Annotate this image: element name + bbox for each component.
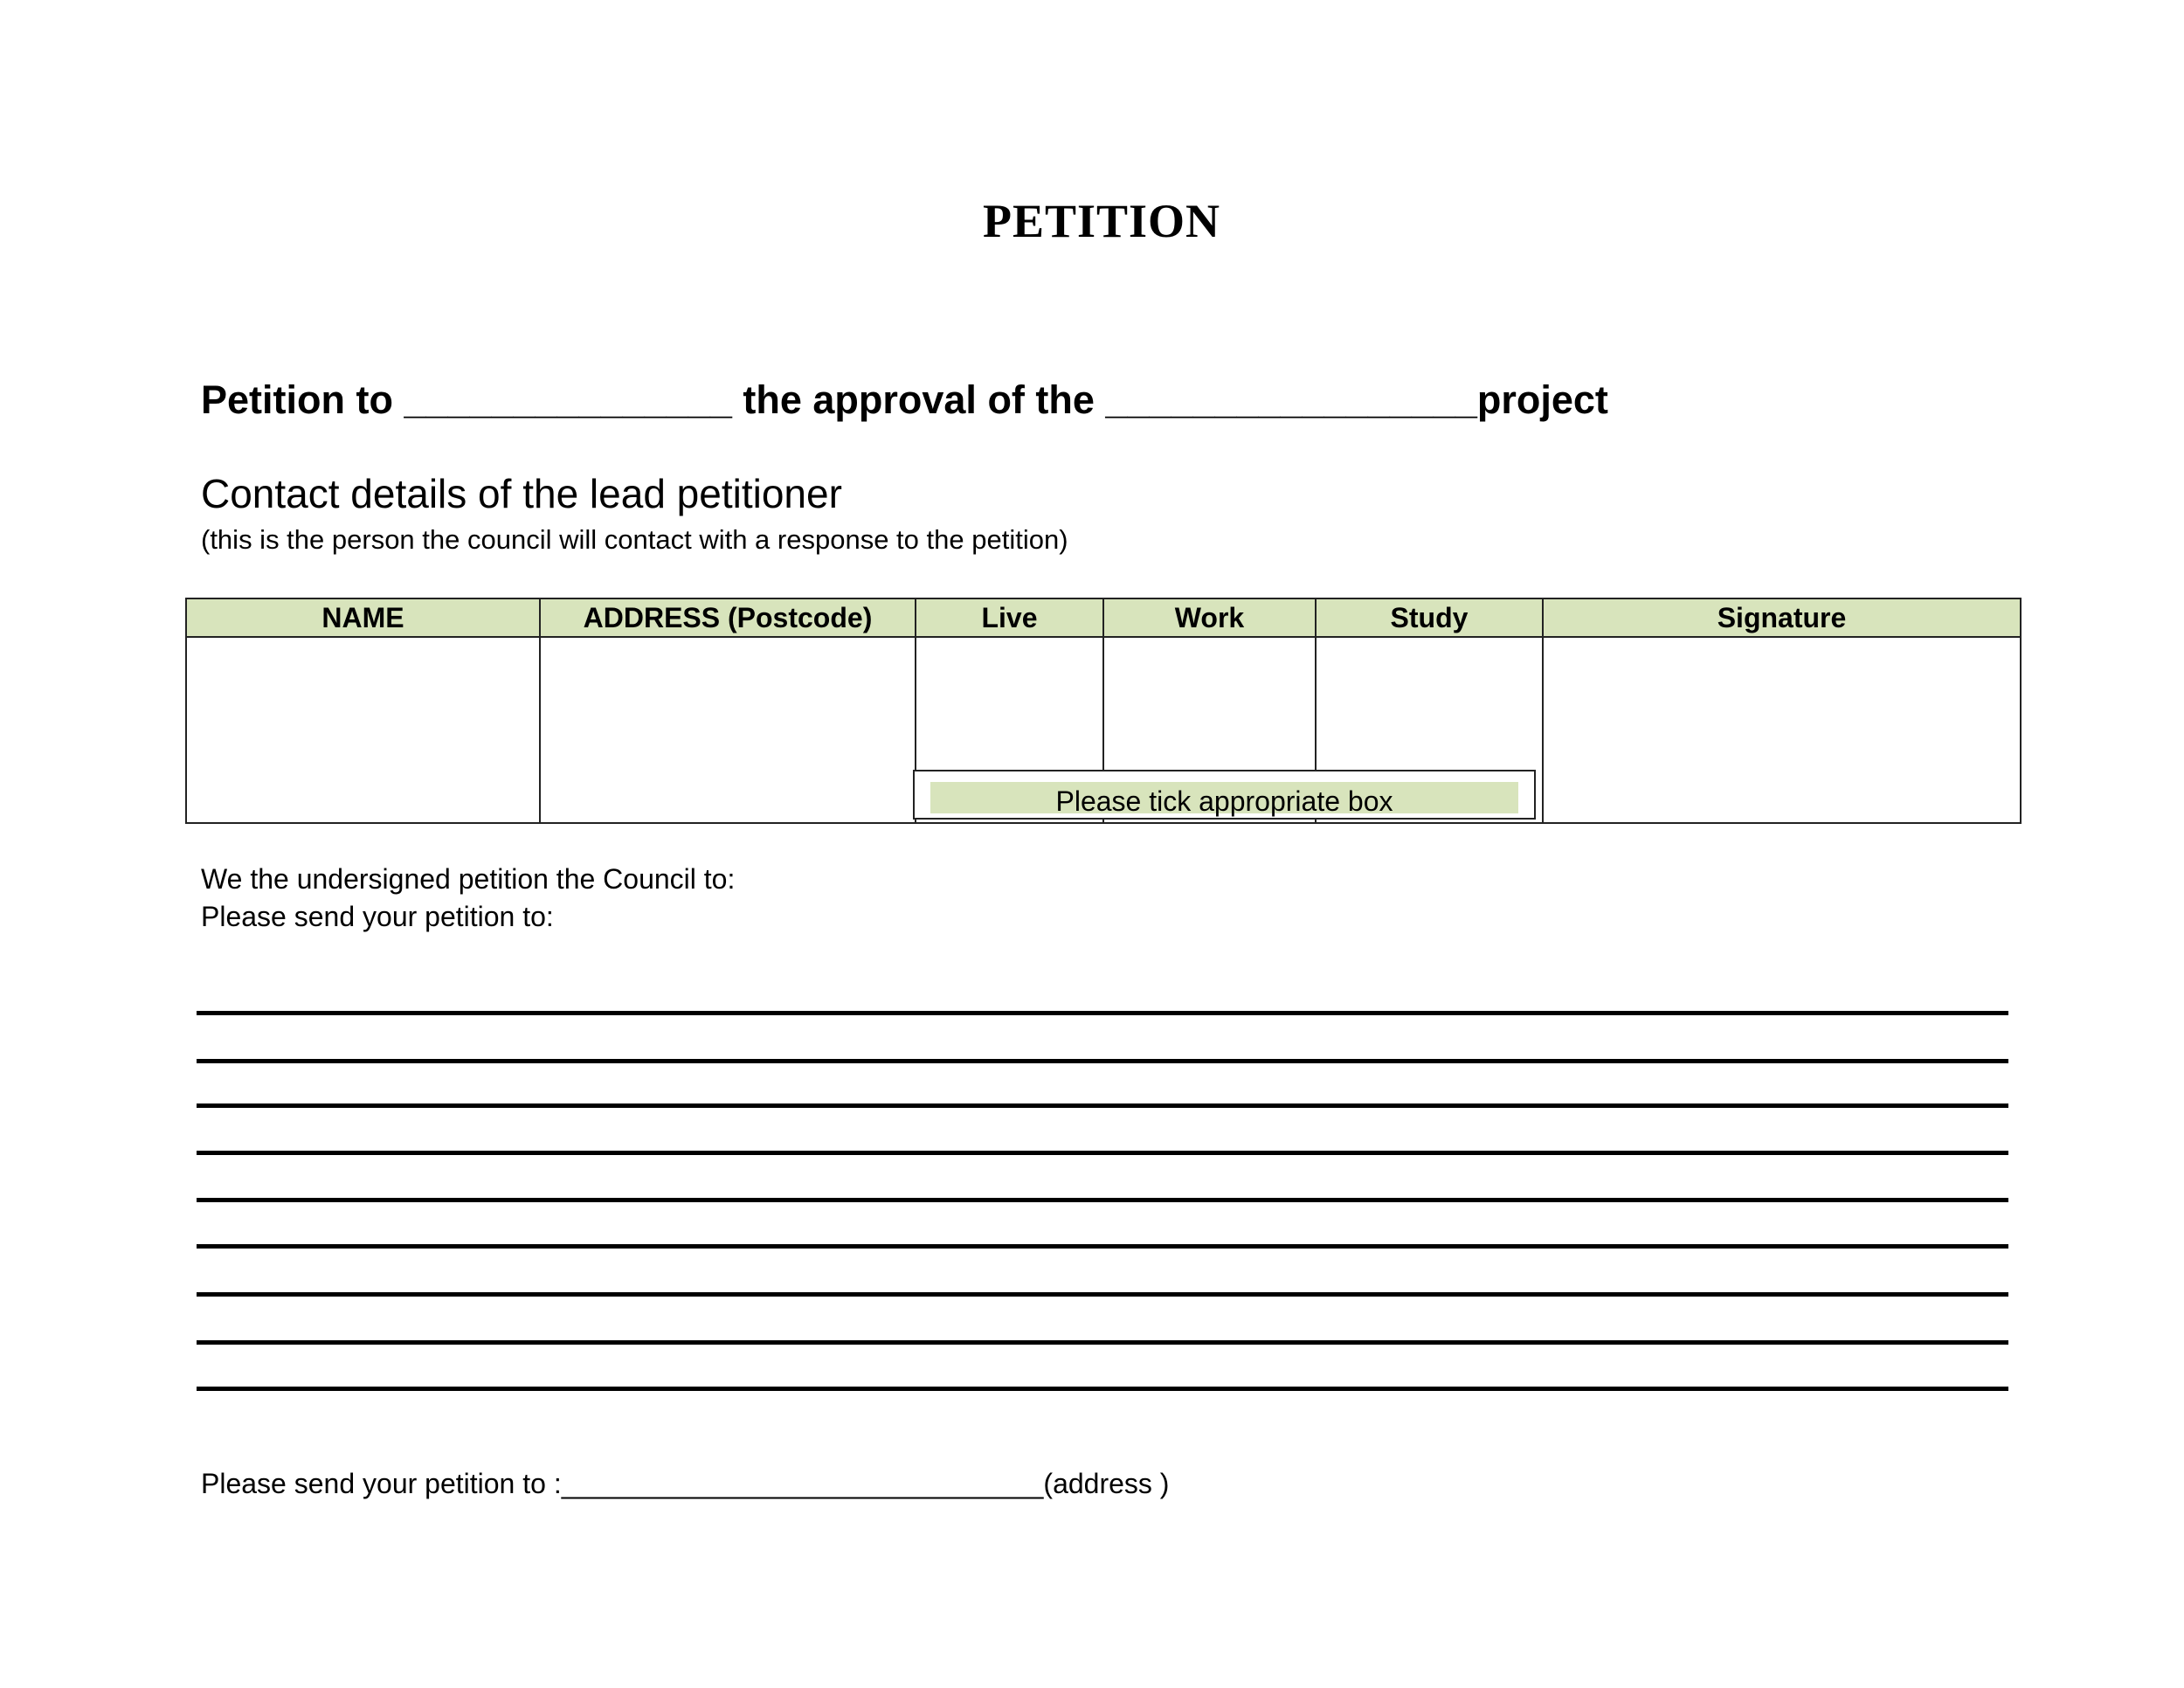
contact-details-heading: Contact details of the lead petitioner (201, 471, 842, 516)
send-address-line: Please send your petition to :_______________________________(address ) (201, 1468, 1170, 1499)
column-header-study: Study (1316, 598, 1543, 637)
petition-statement: We the undersigned petition the Council to: (201, 863, 736, 895)
ruled-line[interactable] (197, 1059, 2008, 1063)
address-cell[interactable] (540, 637, 916, 823)
signature-cell[interactable] (1543, 637, 2021, 823)
column-header-live: Live (916, 598, 1103, 637)
ruled-line[interactable] (197, 1340, 2008, 1345)
ruled-line[interactable] (197, 1292, 2008, 1297)
petition-purpose-line: Petition to _______________ the approval of the _________________project (201, 377, 1608, 422)
ruled-line[interactable] (197, 1244, 2008, 1249)
column-header-address: ADDRESS (Postcode) (540, 598, 916, 637)
document-title: PETITION (982, 195, 1221, 247)
ruled-line[interactable] (197, 1011, 2008, 1015)
send-petition-prompt: Please send your petition to: (201, 901, 554, 932)
ruled-line[interactable] (197, 1151, 2008, 1155)
column-header-name: NAME (186, 598, 540, 637)
table-header-row (186, 598, 2021, 637)
column-header-work: Work (1103, 598, 1316, 637)
tick-instruction-label: Please tick appropriate box (930, 782, 1518, 813)
name-cell[interactable] (186, 637, 540, 823)
contact-details-subheading: (this is the person the council will contact with a response to the petition) (201, 524, 1068, 555)
ruled-line[interactable] (197, 1103, 2008, 1108)
ruled-line[interactable] (197, 1387, 2008, 1391)
ruled-line[interactable] (197, 1198, 2008, 1202)
tick-instruction-box (913, 770, 1536, 820)
column-header-signature: Signature (1543, 598, 2021, 637)
